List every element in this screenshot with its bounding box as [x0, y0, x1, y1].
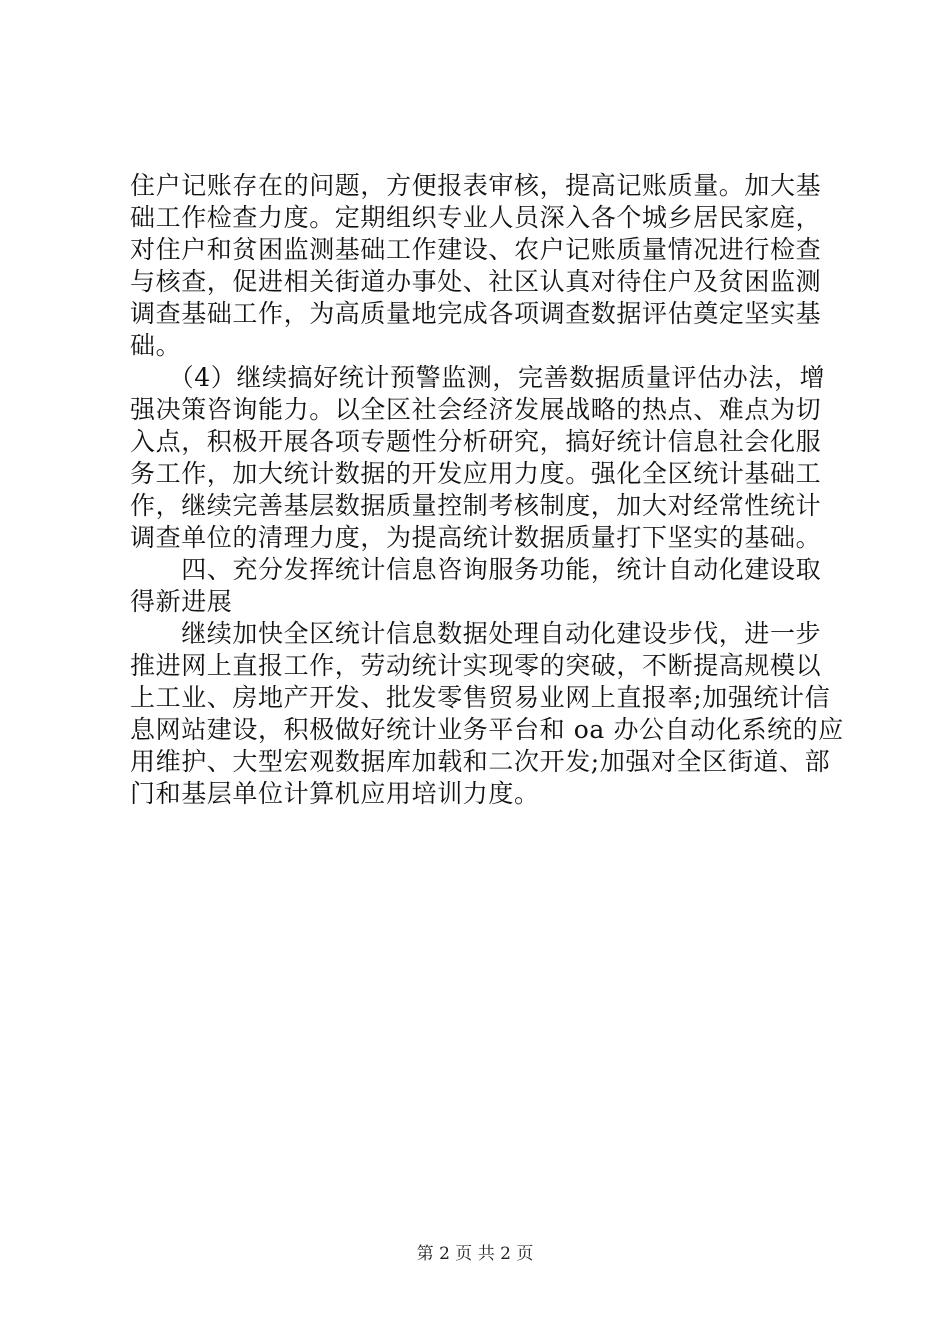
text-line: 与核查，促进相关街道办事处、社区认真对待住户及贫困监测: [130, 267, 822, 296]
text-line: 入点，积极开展各项专题性分析研究，搞好统计信息社会化服: [130, 427, 822, 456]
text-line: 作，继续完善基层数据质量控制考核制度，加大对经常性统计: [130, 491, 822, 520]
text-line: 调查单位的清理力度，为提高统计数据质量打下坚实的基础。: [130, 523, 822, 552]
text-line: 调查基础工作，为高质量地完成各项调查数据评估奠定坚实基: [130, 299, 822, 328]
text-line: 础工作检查力度。定期组织专业人员深入各个城乡居民家庭，: [130, 203, 822, 232]
body-text: [130, 170, 844, 810]
text-line: 强决策咨询能力。以全区社会经济发展战略的热点、难点为切: [130, 395, 822, 424]
text-line: 住户记账存在的问题，方便报表审核，提高记账质量。加大基: [130, 171, 822, 200]
text-line: 继续加快全区统计信息数据处理自动化建设步伐，进一步: [130, 619, 822, 648]
page-number-footer: 第 2 页 共 2 页: [416, 1244, 534, 1264]
text-line: 门和基层单位计算机应用培训力度。: [130, 779, 540, 808]
text-line: 对住户和贫困监测基础工作建设、农户记账质量情况进行检查: [130, 235, 822, 264]
text-line: 用维护、大型宏观数据库加载和二次开发;加强对全区街道、部: [130, 747, 831, 776]
text-line: 务工作，加大统计数据的开发应用力度。强化全区统计基础工: [130, 459, 822, 488]
text-line: 础。: [130, 331, 182, 360]
text-line: 上工业、房地产开发、批发零售贸易业网上直报率;加强统计信: [130, 683, 831, 712]
text-line: 息网站建设，积极做好统计业务平台和 oa 办公自动化系统的应: [130, 715, 844, 744]
text-line: （4）继续搞好统计预警监测，完善数据质量评估办法，增: [130, 363, 826, 392]
section-heading-line: 四、充分发挥统计信息咨询服务功能，统计自动化建设取: [130, 555, 822, 584]
text-line: 推进网上直报工作，劳动统计实现零的突破，不断提高规模以: [130, 651, 822, 680]
section-heading-line: 得新进展: [130, 587, 233, 616]
